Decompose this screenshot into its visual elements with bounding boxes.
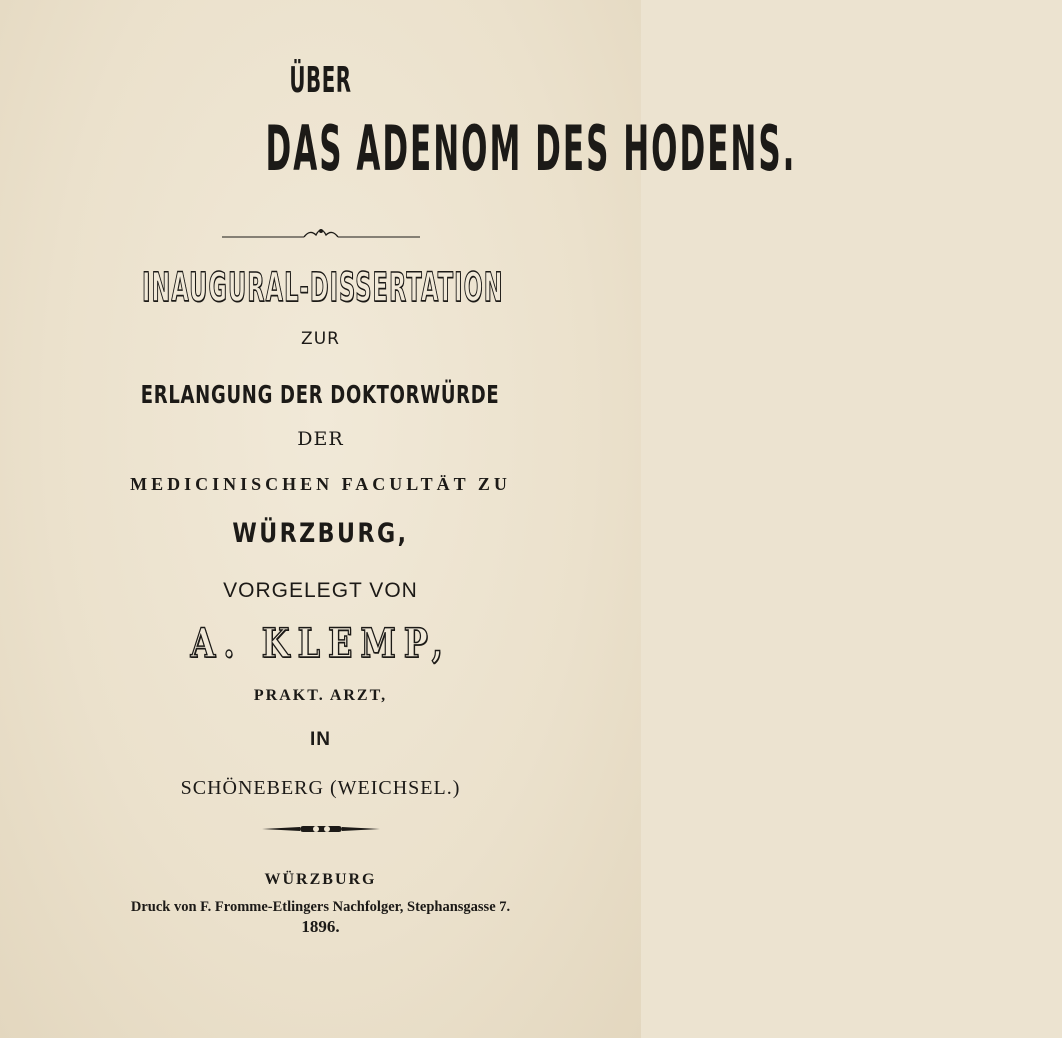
text-zur: ZUR [301,329,340,349]
main-title: DAS ADENOM DES HODENS. [265,112,797,185]
dissertation-heading: INAUGURAL-DISSERTATION [142,265,504,311]
text-der: DER [297,428,344,450]
author-residence: SCHÖNEBERG (WEICHSEL.) [180,777,461,799]
author-name: A. KLEMP, [190,620,451,667]
presented-by: VORGELEGT VON [223,579,418,602]
heading-over: ÜBER [289,60,352,101]
publication-year: 1896. [301,917,340,936]
faculty-line: MEDICINISCHEN FACULTÄT ZU [130,474,511,494]
text-in: IN [310,729,331,750]
university-city: WÜRZBURG, [232,518,409,549]
imprint-city: WÜRZBURG [264,871,377,888]
printer-line: Druck von F. Fromme-Etlingers Nachfolger, Stephansgasse 7. [130,899,511,915]
degree-line: ERLANGUNG DER DOKTORWÜRDE [141,380,500,409]
author-profession: PRAKT. ARZT, [253,687,388,704]
